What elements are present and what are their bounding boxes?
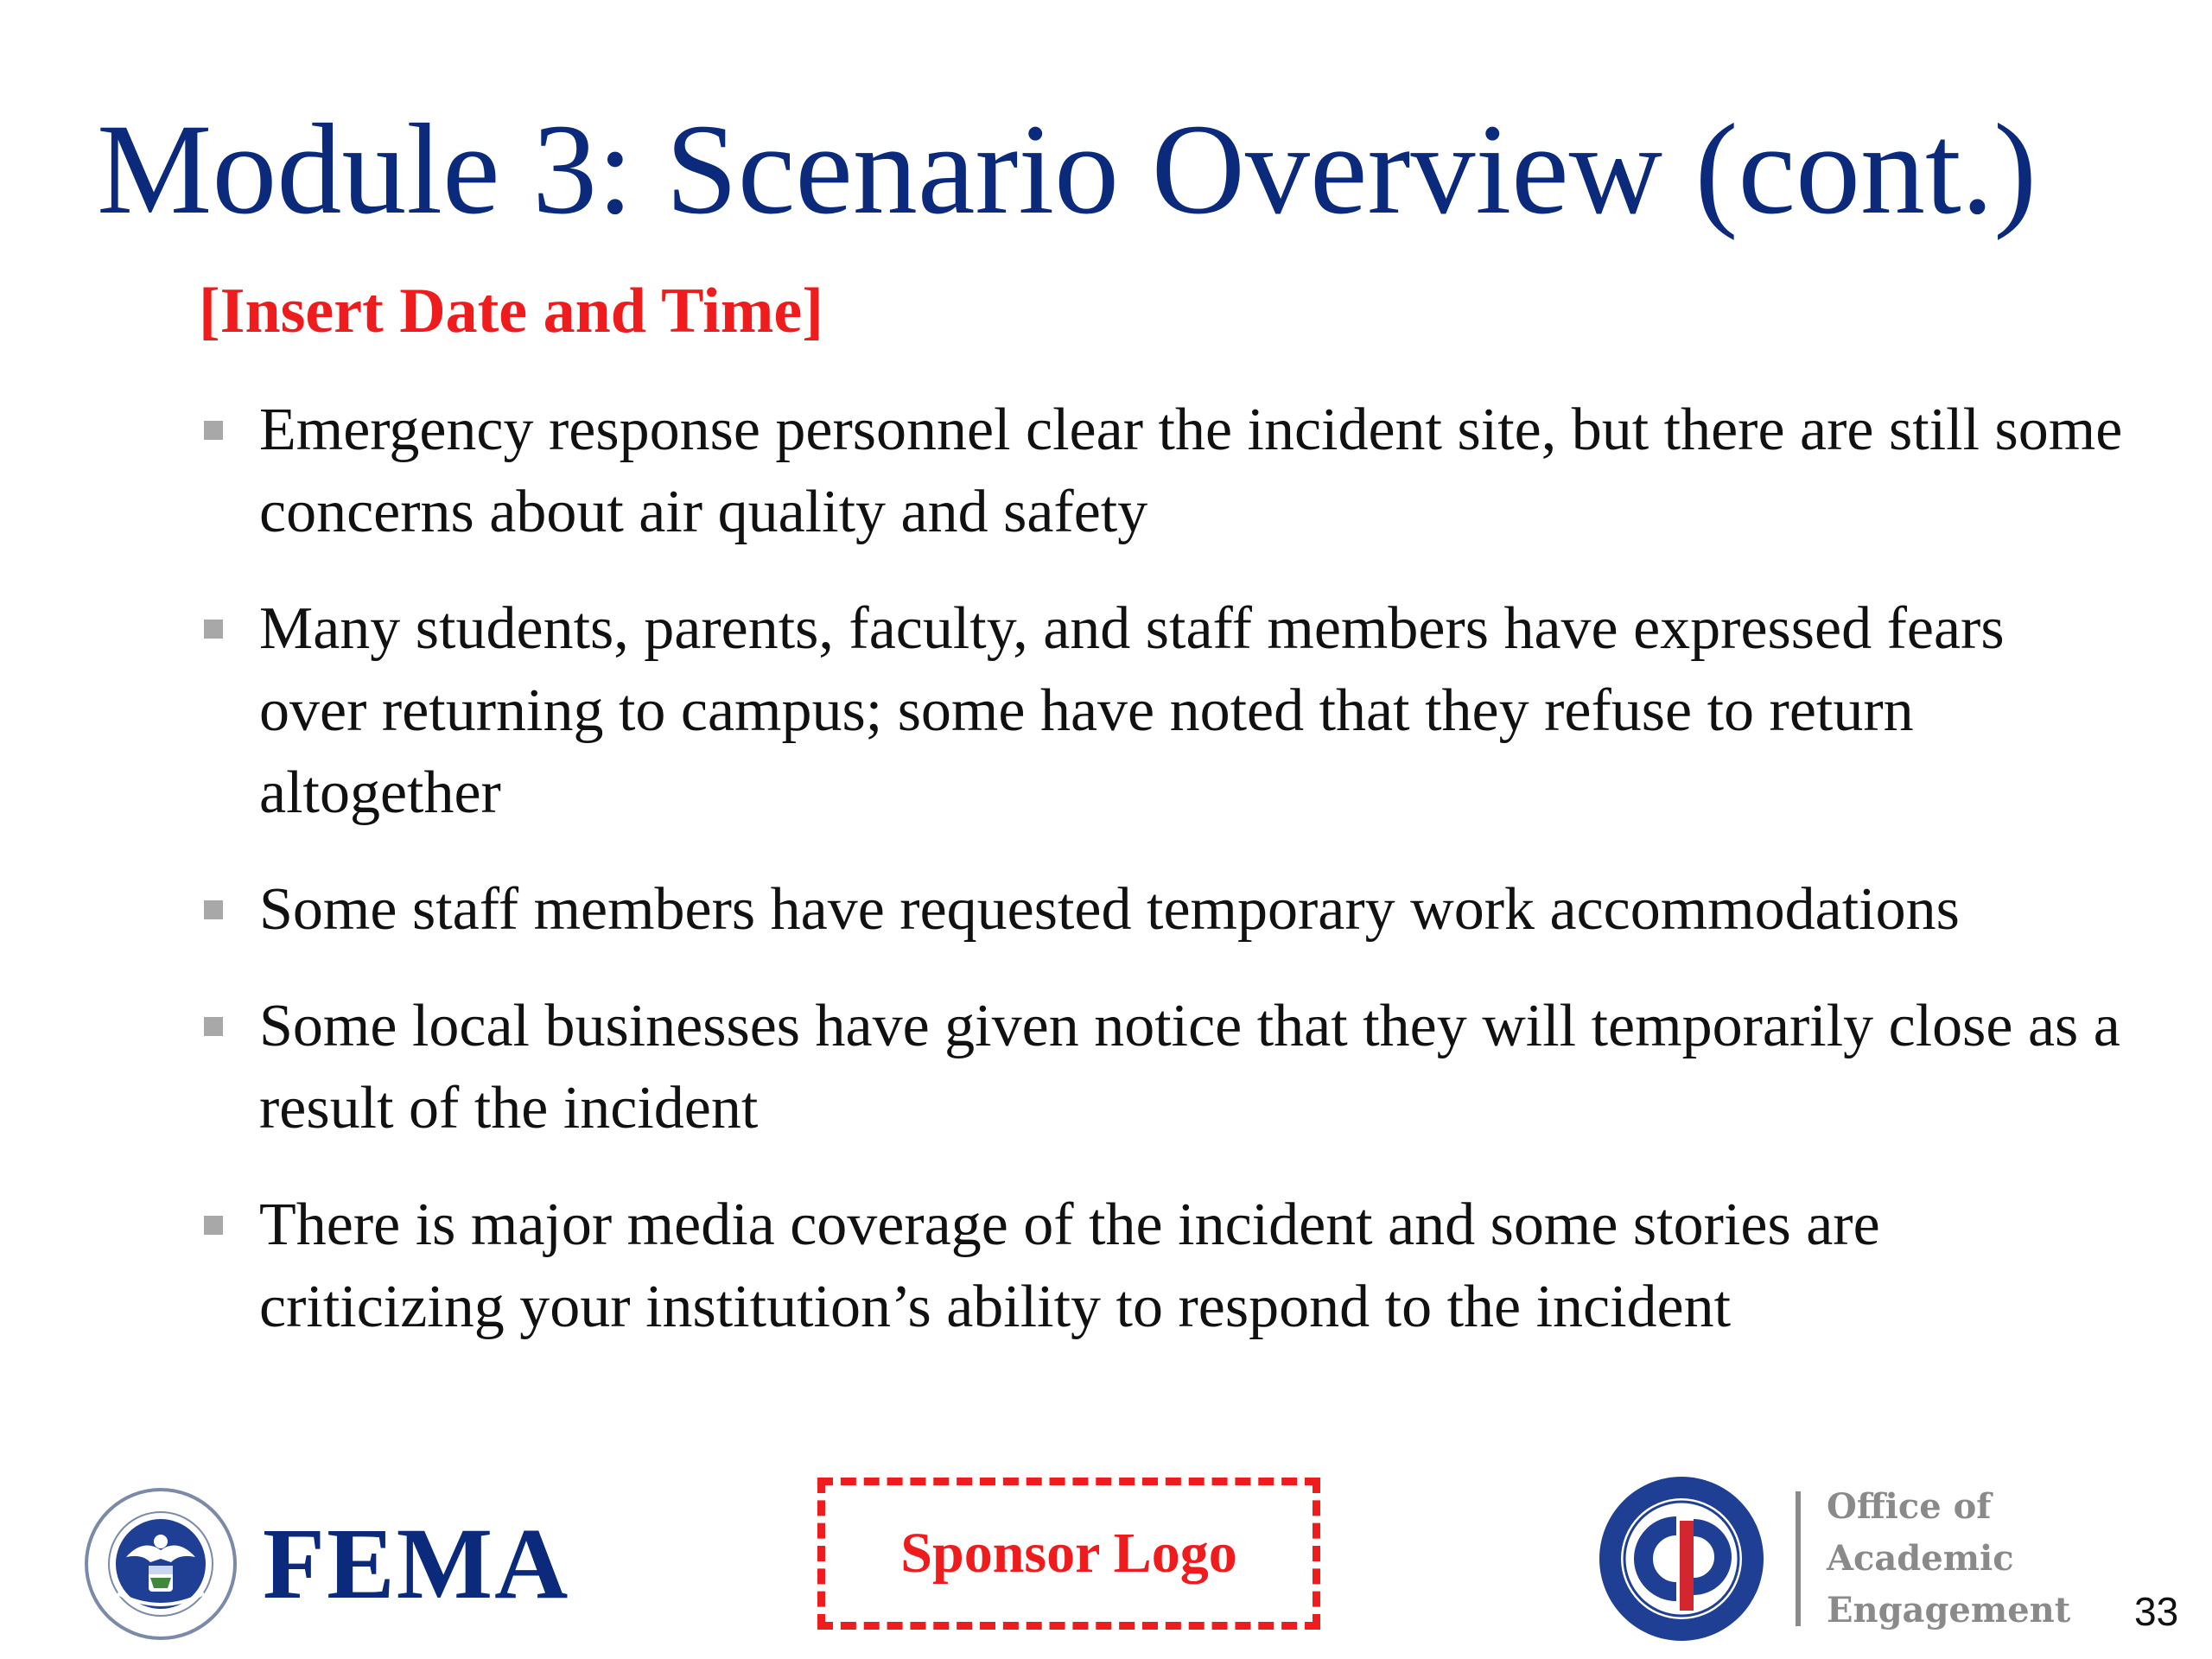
fema-logo — [83, 1486, 569, 1642]
date-time-placeholder: [Insert Date and Time] — [199, 276, 823, 346]
page-number: 33 — [2134, 1589, 2179, 1634]
sponsor-logo-placeholder — [817, 1478, 1320, 1630]
bullet-text: Emergency response personnel clear the incident site, but there are still some concerns about air quality and safety — [259, 397, 2123, 545]
logo-divider — [1796, 1491, 1801, 1626]
bullet-item — [199, 389, 2126, 553]
office-name-line: Office of — [1827, 1486, 1992, 1527]
bullet-item — [199, 868, 2126, 950]
bullet-text: There is major media coverage of the incident and some stories are criticizing your institution’s ability to respond to the incident — [259, 1192, 1880, 1340]
bullet-item — [199, 588, 2126, 834]
dhs-seal-icon — [83, 1486, 238, 1642]
square-bullet-icon — [204, 1017, 223, 1036]
bullet-list — [199, 389, 2126, 1382]
bullet-text: Some staff members have requested temporary work accommodations — [259, 876, 1960, 943]
square-bullet-icon — [204, 620, 223, 639]
square-bullet-icon — [204, 1216, 223, 1235]
bullet-item — [199, 985, 2126, 1149]
fema-wordmark: FEMA — [263, 1507, 570, 1620]
campus-resilience-program-seal-icon — [1597, 1474, 1766, 1643]
office-of-academic-engagement-logo — [1597, 1472, 2070, 1645]
sponsor-logo-label: Sponsor Logo — [900, 1522, 1237, 1585]
office-name-line: Engagement — [1827, 1590, 2071, 1630]
office-name-line: Academic — [1827, 1538, 2014, 1579]
square-bullet-icon — [204, 900, 223, 919]
bullet-item — [199, 1184, 2126, 1348]
bullet-text: Many students, parents, faculty, and staff members have expressed fears over returning to campus; some have noted that they refuse to return altogether — [259, 595, 2005, 826]
slide-title: Module 3: Scenario Overview (cont.) — [97, 98, 2037, 241]
office-name — [1827, 1481, 2070, 1637]
bullet-text: Some local businesses have given notice that they will temporarily close as a result of the incident — [259, 993, 2120, 1141]
square-bullet-icon — [204, 421, 223, 440]
